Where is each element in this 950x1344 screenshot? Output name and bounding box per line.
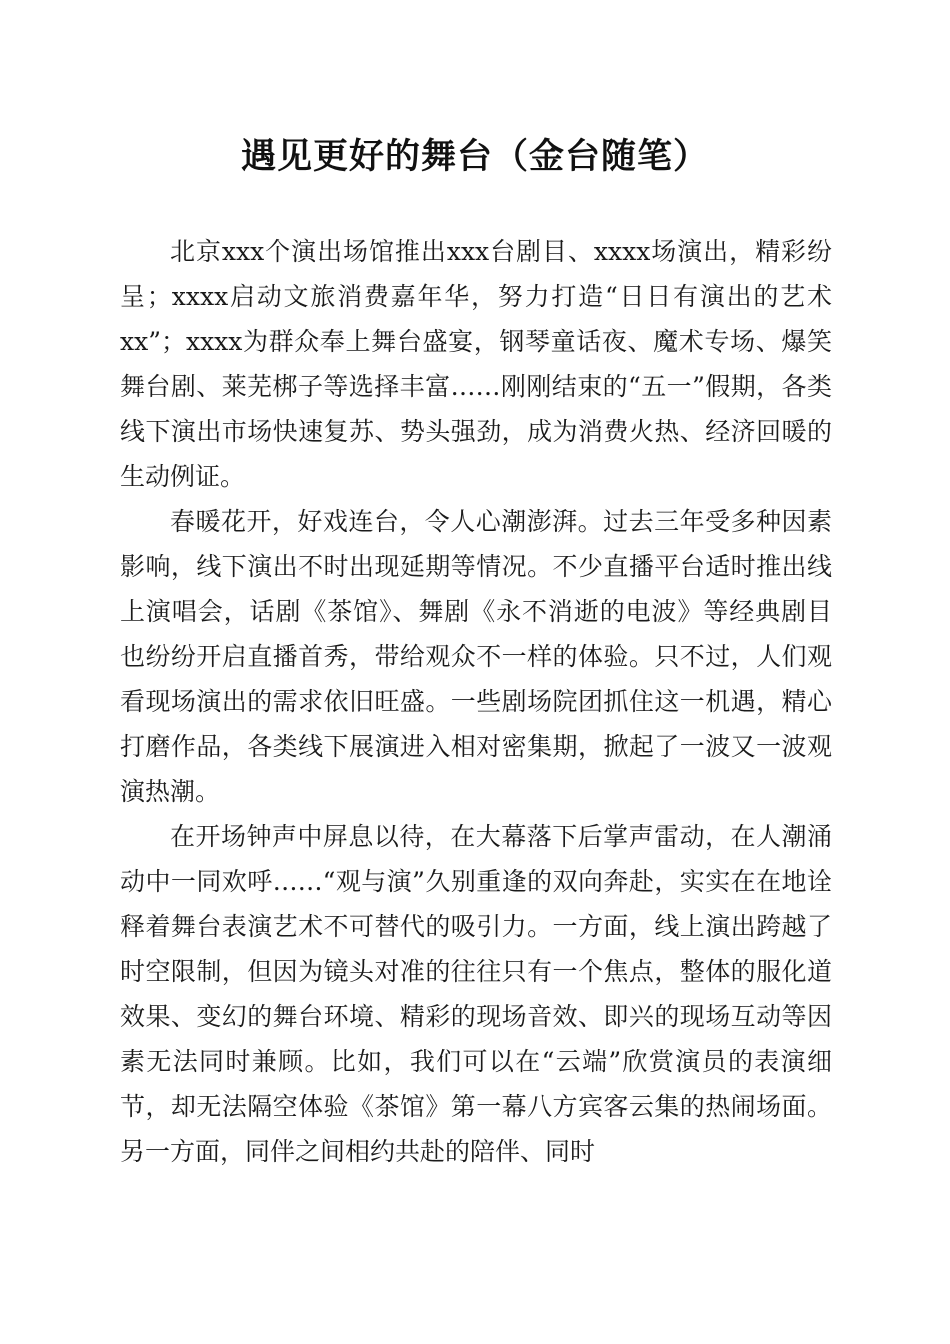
paragraph-1: 北京xxx个演出场馆推出xxx台剧目、xxxx场演出，精彩纷呈；xxxx启动文旅消费嘉年华，努力打造“日日有演出的艺术xx”；xxxx为群众奉上舞台盛宴，钢琴童话夜、魔术专场、爆笑舞台剧、莱芜梆子等选择丰富……刚刚结束的“五一”假期，各类线下演出市场快速复苏、势头强劲，成为消费火热、经济回暖的生动例证。 [120,237,832,491]
paragraph-3: 在开场钟声中屏息以待，在大幕落下后掌声雷动，在人潮涌动中一同欢呼……“观与演”久别重逢的双向奔赴，实实在在地诠释着舞台表演艺术不可替代的吸引力。一方面，线上演出跨越了时空限制，但因为镜头对准的往往只有一个焦点，整体的服化道效果、变幻的舞台环境、精彩的现场音效、即兴的现场互动等因素无法同时兼顾。比如，我们可以在“云端”欣赏演员的表演细节，却无法隔空体验《茶馆》第一幕八方宾客云集的热闹场面。另一方面，同伴之间相约共赴的陪伴、同时 [120,822,832,1166]
paragraph-2: 春暖花开，好戏连台，令人心潮澎湃。过去三年受多种因素影响，线下演出不时出现延期等情况。不少直播平台适时推出线上演唱会，话剧《茶馆》、舞剧《永不消逝的电波》等经典剧目也纷纷开启直播首秀，带给观众不一样的体验。只不过，人们观看现场演出的需求依旧旺盛。一些剧场院团抓住这一机遇，精心打磨作品，各类线下展演进入相对密集期，掀起了一波又一波观演热潮。 [120,507,832,806]
article-title: 遇见更好的舞台（金台随笔） [240,136,709,177]
article-body [120,229,832,1174]
